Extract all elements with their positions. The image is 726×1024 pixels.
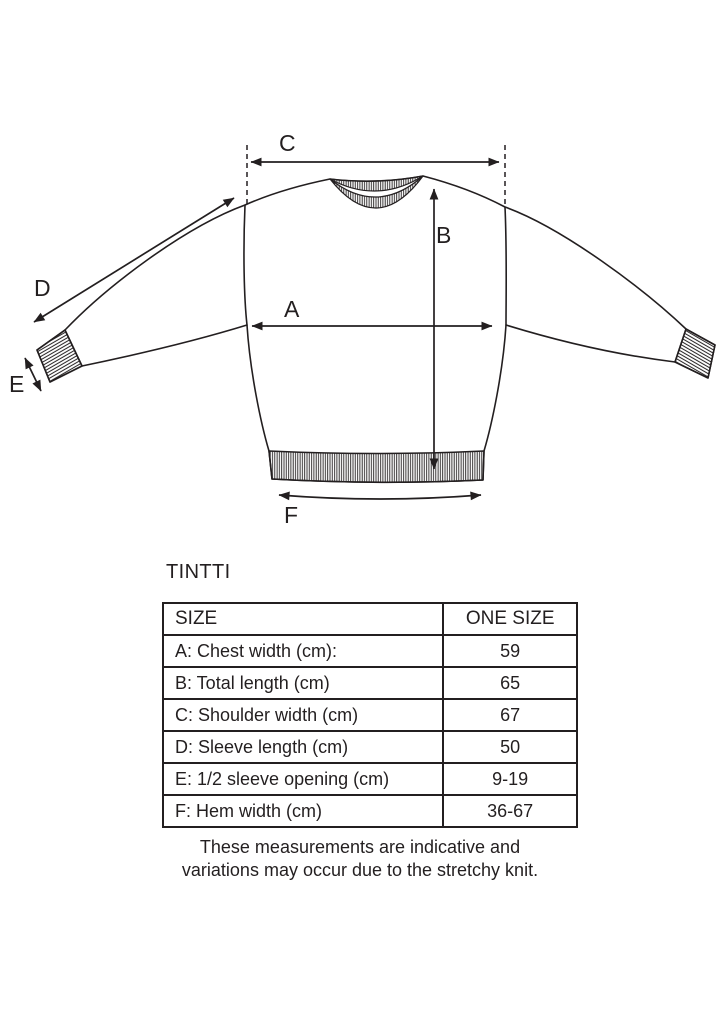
row-label-hem-width: F: Hem width (cm) [163,795,443,827]
row-label-chest-width: A: Chest width (cm): [163,635,443,667]
size-table-header-size: SIZE [163,603,443,635]
size-table-header-one-size: ONE SIZE [443,603,577,635]
table-row [163,635,577,667]
label-b: B [436,222,452,248]
label-c: C [279,130,296,156]
table-row [163,667,577,699]
disclaimer-line-2: variations may occur due to the stretchy knit. [181,860,539,880]
product-title: TINTTI [166,561,231,583]
table-row [163,795,577,827]
row-label-shoulder-width: C: Shoulder width (cm) [163,699,443,731]
row-value-sleeve-length: 50 [443,731,577,763]
row-value-sleeve-opening: 9-19 [443,763,577,795]
row-value-total-length: 65 [443,667,577,699]
label-d: D [34,275,51,301]
row-value-shoulder-width: 67 [443,699,577,731]
label-f: F [284,502,299,528]
table-row [163,699,577,731]
table-row [163,731,577,763]
disclaimer-line-1: These measurements are indicative and [199,837,521,857]
label-a: A [284,296,300,322]
table-row [163,763,577,795]
size-table [162,602,578,828]
measurement-disclaimer [100,836,620,882]
measurement-arrow-e [25,358,41,391]
hem-rib-band [269,451,484,482]
row-label-sleeve-length: D: Sleeve length (cm) [163,731,443,763]
size-table-header-row [163,603,577,635]
row-value-hem-width: 36-67 [443,795,577,827]
measurement-arrow-f [279,495,481,499]
sweater-outline [37,176,715,482]
row-value-chest-width: 59 [443,635,577,667]
row-label-sleeve-opening: E: 1/2 sleeve opening (cm) [163,763,443,795]
label-e: E [9,371,25,397]
row-label-total-length: B: Total length (cm) [163,667,443,699]
